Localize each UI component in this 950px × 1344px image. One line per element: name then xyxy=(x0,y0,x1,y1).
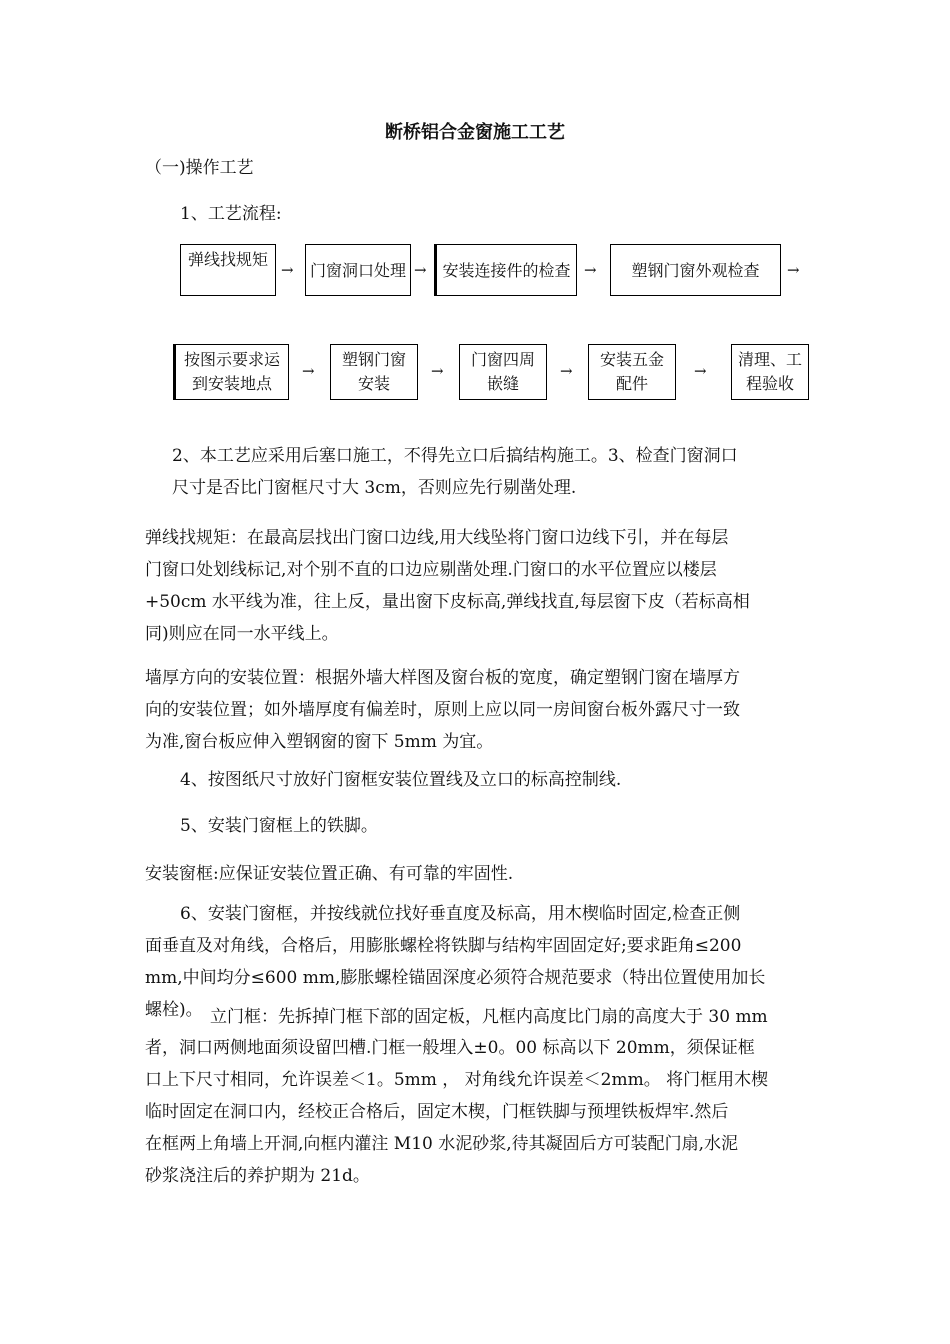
item-6-line: 临时固定在洞口内，经校正合格后，固定木楔，门框铁脚与预埋铁板焊牢.然后 xyxy=(145,1102,729,1122)
flow-step-line: 程验收 xyxy=(745,374,794,393)
flow-arrow: → xyxy=(694,362,707,380)
flow-step-install xyxy=(330,344,418,400)
flow-arrow: → xyxy=(414,261,427,279)
item-6-line: mm,中间均分≤600 mm,膨胀螺栓锚固深度必须符合规范要求（特出位置使用加长 xyxy=(145,968,766,988)
item-6-line: 立门框：先拆掉门框下部的固定板，凡框内高度比门扇的高度大于 30 mm xyxy=(210,1007,768,1027)
text-line: 同)则应在同一水平线上。 xyxy=(145,624,339,644)
item-6-line: 在框两上角墙上开洞,向框内灌注 M10 水泥砂浆,待其凝固后方可装配门扇,水泥 xyxy=(145,1134,739,1154)
item-6-line: 者，洞口两侧地面须设留凹槽.门框一般埋入±0。00 标高以下 20mm，须保证框 xyxy=(145,1038,755,1058)
item-4: 4、按图纸尺寸放好门窗框安装位置线及立口的标高控制线. xyxy=(180,770,622,790)
flow-step-line: 嵌缝 xyxy=(486,374,519,393)
flow-step-line: 按图示要求运 xyxy=(183,350,280,369)
text-line: +50cm 水平线为准，往上反，量出窗下皮标高,弹线找直,每层窗下皮（若标高相 xyxy=(145,592,750,612)
section-heading: （一)操作工艺 xyxy=(145,158,254,178)
flow-step-line: 配件 xyxy=(615,374,648,393)
flow-arrow: → xyxy=(787,261,800,279)
flow-step-line: 清理、工 xyxy=(737,350,802,369)
text-line: 弹线找规矩：在最高层找出门窗口边线,用大线坠将门窗口边线下引，并在每层 xyxy=(145,528,729,548)
paragraph-wall-position xyxy=(145,662,813,758)
flow-step-line: 门窗四周 xyxy=(470,350,535,369)
flow-step-line: 安装 xyxy=(357,374,390,393)
text-line: 向的安装位置；如外墙厚度有偏差时，原则上应以同一房间窗台板外露尺寸一致 xyxy=(145,700,740,720)
text-line: 门窗口处划线标记,对个别不直的口边应剔凿处理.门窗口的水平位置应以楼层 xyxy=(145,560,717,580)
item-5: 5、安装门窗框上的铁脚。 xyxy=(180,816,378,836)
flow-arrow: → xyxy=(431,362,444,380)
flow-step-appearance-check: 塑钢门窗外观检查 xyxy=(610,244,781,296)
flow-arrow: → xyxy=(560,362,573,380)
flow-arrow: → xyxy=(302,362,315,380)
flow-step-hardware xyxy=(588,344,676,400)
flow-step-opening-treatment: 门窗洞口处理 xyxy=(305,244,411,296)
paragraph-frame: 安装窗框:应保证安装位置正确、有可靠的牢固性. xyxy=(145,864,514,884)
flow-step-transport xyxy=(173,344,289,400)
flow-heading: 1、工艺流程: xyxy=(180,204,282,224)
paragraph-snap-line xyxy=(145,522,813,650)
flow-step-connector-check: 安装连接件的检查 xyxy=(434,244,577,296)
item-2-line: 2、本工艺应采用后塞口施工，不得先立口后搞结构施工。3、检查门窗洞口 xyxy=(172,446,738,466)
flow-arrow: → xyxy=(584,261,597,279)
flow-step-acceptance xyxy=(731,344,809,400)
text-line: 为准,窗台板应伸入塑钢窗的窗下 5mm 为宜。 xyxy=(145,732,494,752)
document-title: 断桥铝合金窗施工工艺 xyxy=(385,122,565,143)
item-2-line: 尺寸是否比门窗框尺寸大 3cm，否则应先行剔凿处理. xyxy=(172,478,577,498)
item-6-line: 砂浆浇注后的养护期为 21d。 xyxy=(145,1166,370,1186)
item-6-line: 面垂直及对角线，合格后，用膨胀螺栓将铁脚与结构牢固固定好;要求距角≤200 xyxy=(145,936,742,956)
flow-step-line: 塑钢门窗 xyxy=(341,350,406,369)
flow-arrow: → xyxy=(281,261,294,279)
item-6-line: 6、安装门窗框，并按线就位找好垂直度及标高，用木楔临时固定,检查正侧 xyxy=(180,904,741,924)
flow-step-line: 安装五金 xyxy=(599,350,664,369)
text-line: 墙厚方向的安装位置：根据外墙大样图及窗台板的宽度，确定塑钢门窗在墙厚方 xyxy=(145,668,740,688)
flow-step-caulking xyxy=(459,344,547,400)
flow-step-snap-line: 弹线找规矩 xyxy=(180,244,276,296)
item-6-line: 螺栓)。 xyxy=(145,1000,203,1020)
item-6-line: 口上下尺寸相同，允许误差＜1。5mm ， 对角线允许误差＜2mm。 将门框用木楔 xyxy=(145,1070,769,1090)
flow-step-line: 到安装地点 xyxy=(191,374,272,393)
